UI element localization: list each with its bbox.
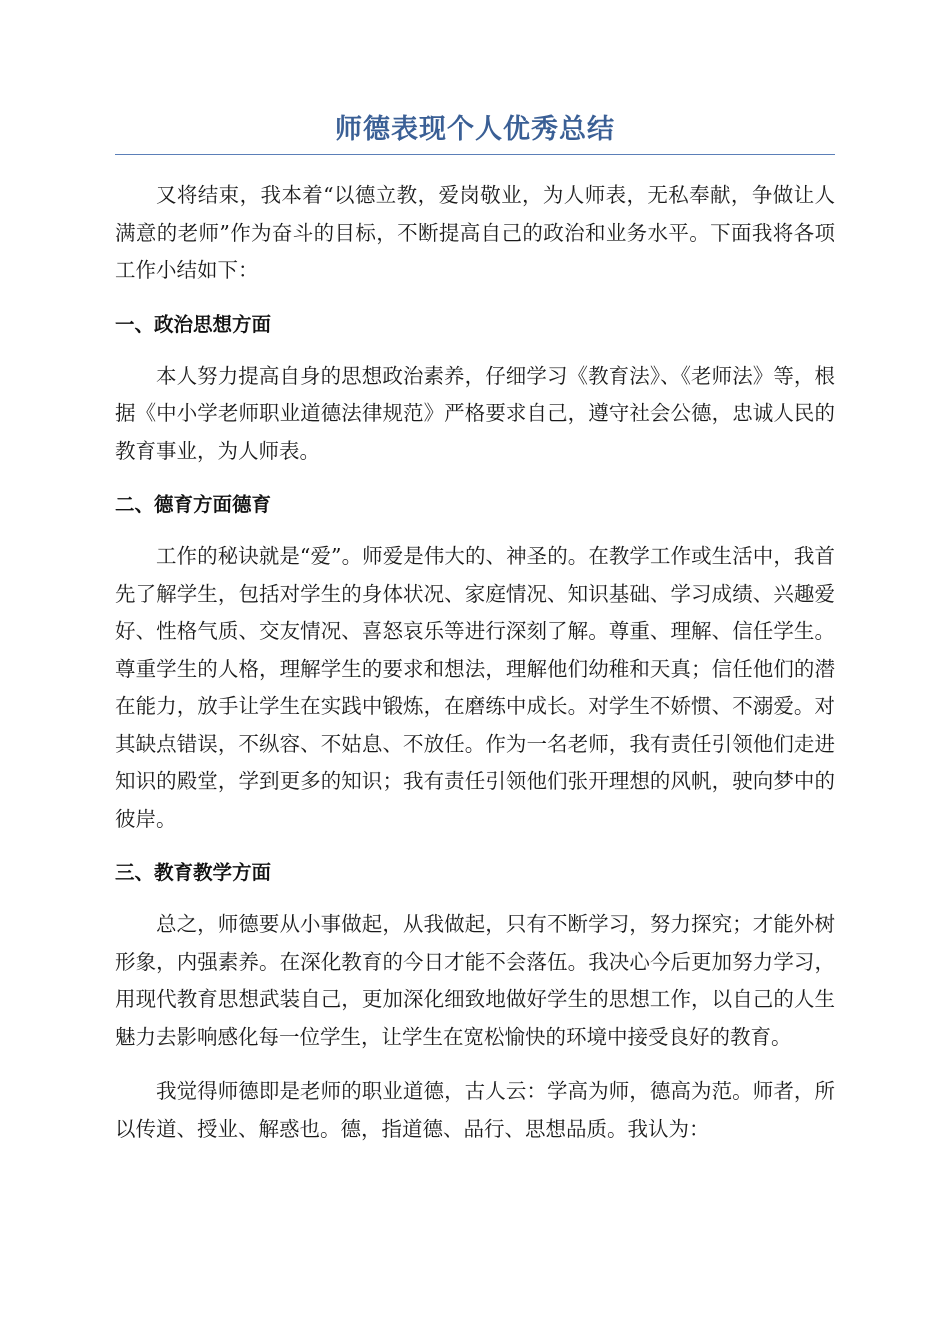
document-title: 师德表现个人优秀总结 xyxy=(335,114,615,145)
section-paragraph-teaching: 总之，师德要从小事做起，从我做起，只有不断学习，努力探究；才能外树形象，内强素养。在深化教育的今日才能不会落伍。我决心今后更加努力学习，用现代教育思想武装自己，更加深化细致地做好学生的思想工作，以自己的人生魅力去影响感化每一位学生，让学生在宽松愉快的环境中接受良好的教育。 xyxy=(115,912,835,1049)
section-paragraph-political: 本人努力提高自身的思想政治素养，仔细学习《教育法》、《老师法》等，根据《中小学老师职业道德法律规范》严格要求自己，遵守社会公德，忠诚人民的教育事业，为人师表。 xyxy=(115,363,835,463)
intro-paragraph: 又将结束，我本着“以德立教，爱岗敬业，为人师表，无私奉献，争做让人满意的老师”作为奋斗的目标，不断提高自己的政治和业务水平。下面我将各项工作小结如下： xyxy=(115,183,835,282)
document-body xyxy=(115,110,835,1148)
section-heading-moral-education: 二、德育方面德育 xyxy=(115,493,272,516)
closing-paragraph: 我觉得师德即是老师的职业道德，古人云：学高为师，德高为范。师者，所以传道、授业、解惑也。德，指道德、品行、思想品质。我认为： xyxy=(115,1079,835,1141)
section-heading-teaching: 三、教育教学方面 xyxy=(115,861,272,884)
section-heading-political: 一、政治思想方面 xyxy=(115,312,272,336)
title-underline xyxy=(115,154,835,155)
section-paragraph-moral-education: 工作的秘诀就是“爱”。师爱是伟大的、神圣的。在教学工作或生活中，我首先了解学生，包括对学生的身体状况、家庭情况、知识基础、学习成绩、兴趣爱好、性格气质、交友情况、喜怒哀乐等进行深刻了解。尊重、理解、信任学生。尊重学生的人格，理解学生的要求和想法，理解他们幼稚和天真；信任他们的潜在能力，放手让学生在实践中锻炼，在磨练中成长。对学生不娇惯、不溺爱。对其缺点错误，不纵容、不姑息、不放任。作为一名老师，我有责任引领他们走进知识的殿堂，学到更多的知识；我有责任引领他们张开理想的风帆，驶向梦中的彼岸。 xyxy=(115,544,835,831)
